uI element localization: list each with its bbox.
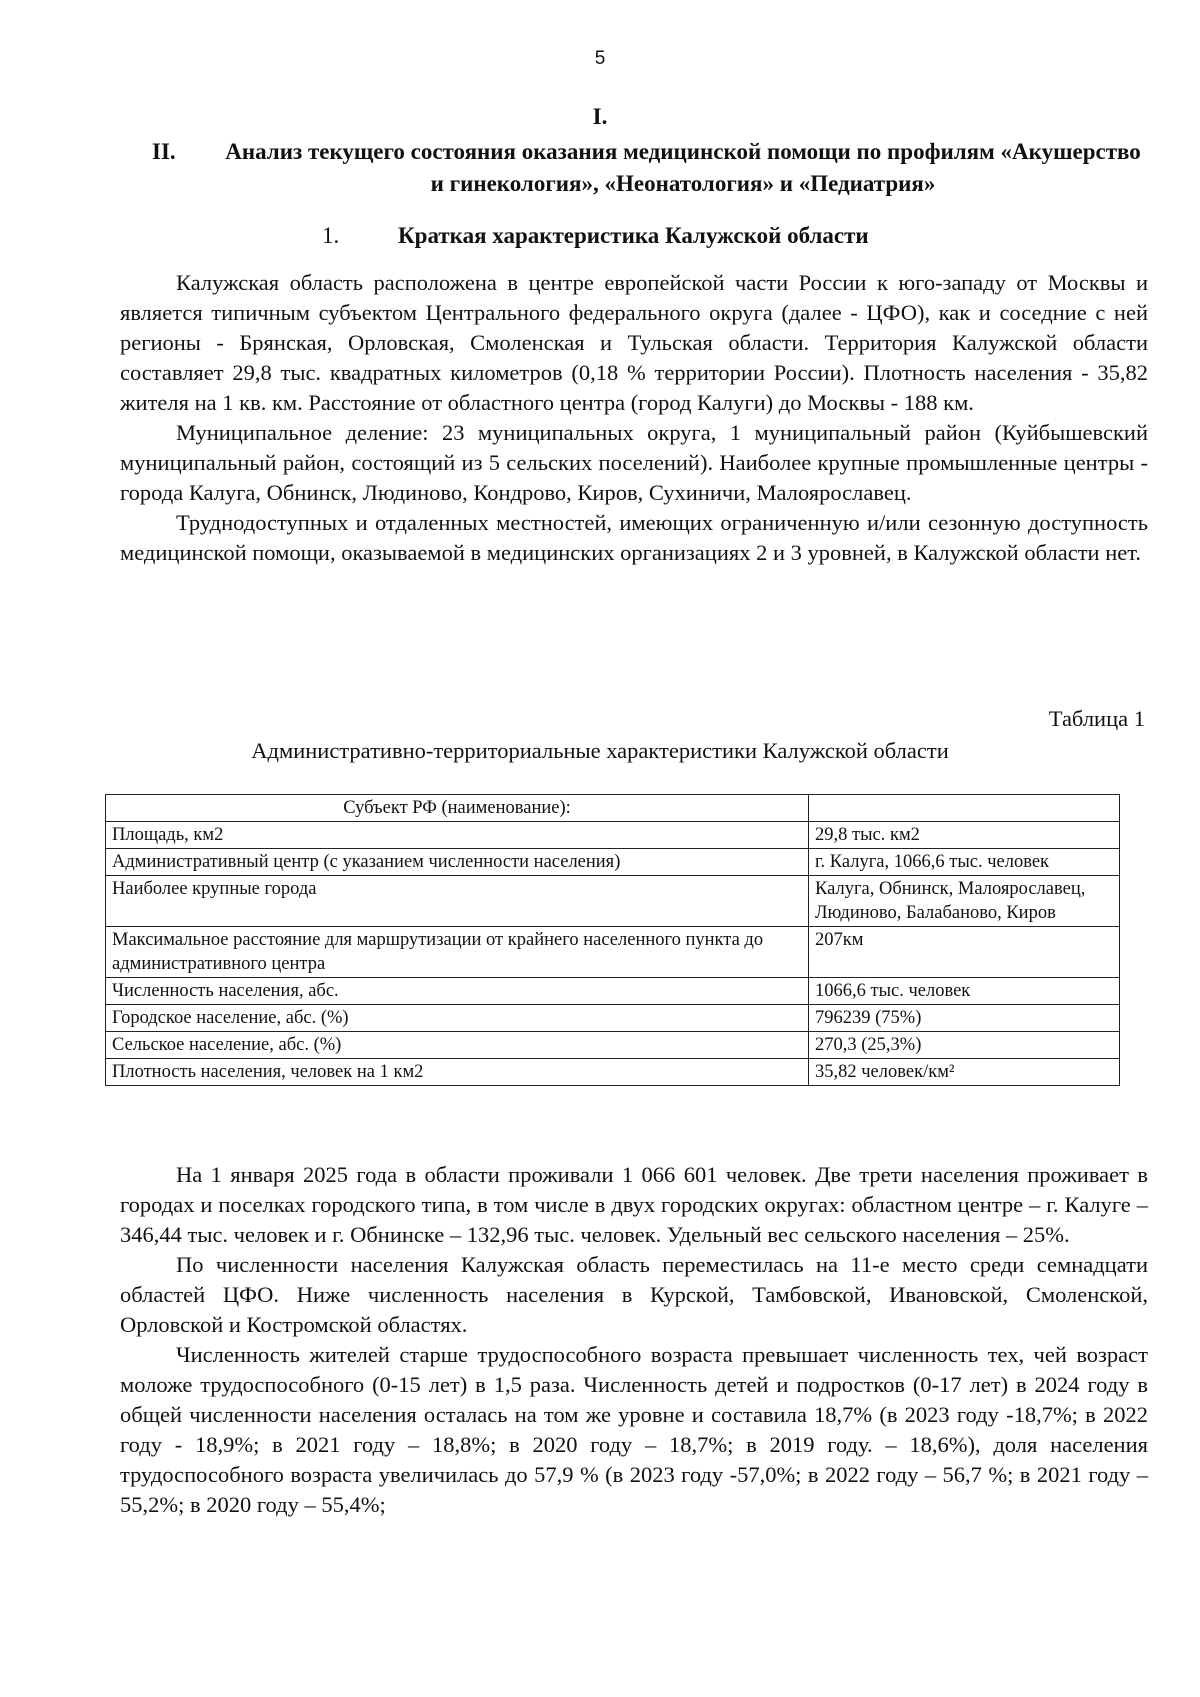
table-row bbox=[106, 822, 1120, 849]
section-number-roman-1: I. bbox=[592, 104, 608, 129]
table-cell-value: 796239 (75%) bbox=[809, 1005, 1120, 1032]
table-header-cell: Субъект РФ (наименование): bbox=[106, 795, 809, 822]
intro-text bbox=[120, 268, 1148, 568]
table-row bbox=[106, 1032, 1120, 1059]
paragraph: На 1 января 2025 года в области проживали 1 066 601 человек. Две трети населения проживает в городах и поселках городского типа, в том числе в двух городских округах: областном центре – г. Калуге – 346,44 тыс. человек и г. Обнинске – 132,96 тыс. человек. Удельный вес сельского населения – 25%. bbox=[120, 1162, 1148, 1247]
section-number-roman-2: II. bbox=[152, 139, 176, 164]
table-cell-value: 1066,6 тыс. человек bbox=[809, 978, 1120, 1005]
table-row bbox=[106, 1005, 1120, 1032]
paragraph: Муниципальное деление: 23 муниципальных округа, 1 муниципальный район (Куйбышевский муниципальный район, состоящий из 5 сельских поселений). Наиболее крупные промышленные центры - города Калуга, Обнинск, Людиново, Кондрово, Киров, Сухиничи, Малоярославец. bbox=[120, 420, 1148, 505]
table-cell-label: Административный центр (с указанием численности населения) bbox=[106, 849, 809, 876]
table-cell-value: Калуга, Обнинск, Малоярославец, Людиново, Балабаново, Киров bbox=[809, 876, 1120, 927]
page-number: 5 bbox=[594, 48, 606, 69]
table-header-cell bbox=[809, 795, 1120, 822]
table-row bbox=[106, 876, 1120, 927]
paragraph: Труднодоступных и отдаленных местностей, имеющих ограниченную и/или сезонную доступность медицинской помощи, оказываемой в медицинских организациях 2 и 3 уровней, в Калужской области нет. bbox=[120, 510, 1148, 565]
table-cell-label: Площадь, км2 bbox=[106, 822, 809, 849]
paragraph: По численности населения Калужская область переместилась на 11-е место среди семнадцати областей ЦФО. Ниже численность населения в Курской, Тамбовской, Ивановской, Смоленской, Орловской и Костромской областях. bbox=[120, 1252, 1148, 1337]
paragraph: Калужская область расположена в центре европейской части России к юго-западу от Москвы и является типичным субъектом Центрального федерального округа (далее - ЦФО), как и соседние с ней регионы - Брянская, Орловская, Смоленская и Тульская области. Территория Калужской области составляет 29,8 тыс. квадратных километров (0,18 % территории России). Плотность населения - 35,82 жителя на 1 кв. км. Расстояние от областного центра (город Калуги) до Москвы - 188 км. bbox=[120, 270, 1148, 415]
table-row bbox=[106, 927, 1120, 978]
table-title: Административно-территориальные характеристики Калужской области bbox=[251, 738, 949, 763]
table-cell-value: г. Калуга, 1066,6 тыс. человек bbox=[809, 849, 1120, 876]
admin-characteristics-table bbox=[105, 794, 1120, 1086]
table-cell-value: 35,82 человек/км² bbox=[809, 1059, 1120, 1086]
table-cell-value: 207км bbox=[809, 927, 1120, 978]
population-text bbox=[120, 1160, 1148, 1520]
table-header-row bbox=[106, 795, 1120, 822]
section-heading bbox=[152, 136, 1142, 200]
table-cell-value: 29,8 тыс. км2 bbox=[809, 822, 1120, 849]
section-title: Анализ текущего состояния оказания медицинской помощи по профилям «Акушерство и гинекология», «Неонатология» и «Педиатрия» bbox=[225, 139, 1141, 196]
paragraph: Численность жителей старше трудоспособного возраста превышает численность тех, чей возраст моложе трудоспособного (0-15 лет) в 1,5 раза. Численность детей и подростков (0-17 лет) в 2024 году в общей численности населения осталась на том же уровне и составила 18,7% (в 2023 году -18,7%; в 2022 году - 18,9%; в 2021 году – 18,8%; в 2020 году – 18,7%; в 2019 году. – 18,6%), доля населения трудоспособного возраста увеличилась до 57,9 % (в 2023 году -57,0%; в 2022 году – 56,7 %; в 2021 году – 55,2%; в 2020 году – 55,4%; bbox=[120, 1342, 1148, 1517]
table-cell-label: Городское население, абс. (%) bbox=[106, 1005, 809, 1032]
table-cell-label: Плотность населения, человек на 1 км2 bbox=[106, 1059, 809, 1086]
table-cell-value: 270,3 (25,3%) bbox=[809, 1032, 1120, 1059]
table-cell-label: Максимальное расстояние для маршрутизации от крайнего населенного пункта до административного центра bbox=[106, 927, 809, 978]
table-cell-label: Численность населения, абс. bbox=[106, 978, 809, 1005]
table-row bbox=[106, 1059, 1120, 1086]
table-cell-label: Сельское население, абс. (%) bbox=[106, 1032, 809, 1059]
table-row bbox=[106, 849, 1120, 876]
table-number: Таблица 1 bbox=[1048, 706, 1145, 731]
subsection-title: Краткая характеристика Калужской области bbox=[398, 223, 869, 248]
table-cell-label: Наиболее крупные города bbox=[106, 876, 809, 927]
subsection-number: 1. bbox=[322, 223, 340, 248]
table-row bbox=[106, 978, 1120, 1005]
